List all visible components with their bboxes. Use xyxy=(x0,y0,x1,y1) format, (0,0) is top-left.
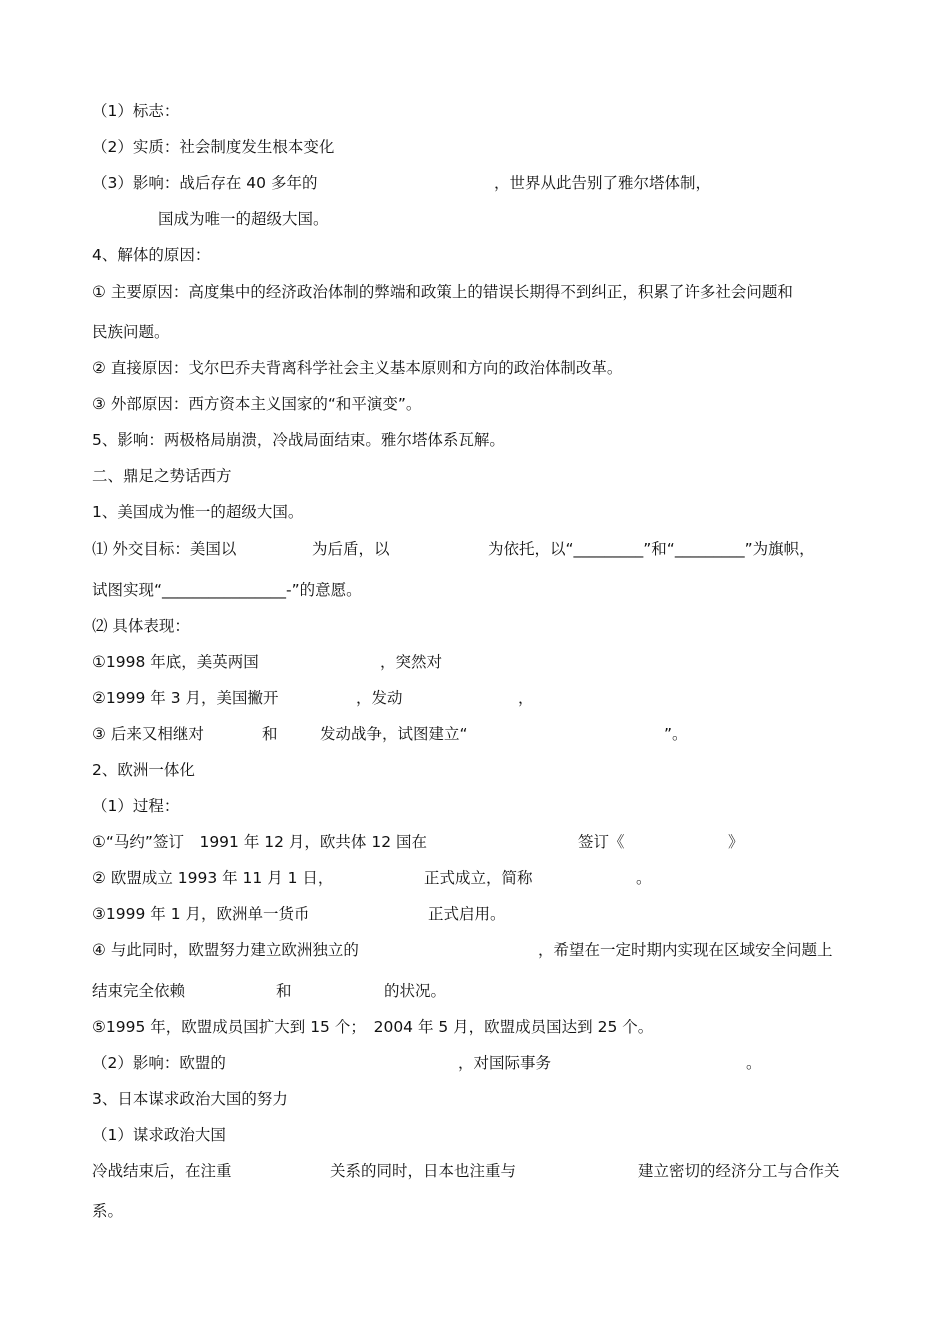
text-segment: 关系的同时，日本也注重与 xyxy=(330,1162,517,1180)
text-segment: 为后盾，以 xyxy=(312,540,390,558)
text-segment: 签订《 xyxy=(578,833,625,851)
text-segment: 。 xyxy=(746,1054,762,1072)
text-segment: ③1999 年 1 月，欧洲单一货币 xyxy=(92,905,310,923)
text-segment: 正式启用。 xyxy=(428,905,506,923)
text-segment: （3）影响：战后存在 40 多年的 xyxy=(92,174,318,192)
text-segment: （1）标志： xyxy=(92,102,180,120)
text-segment: 冷战结束后，在注重 xyxy=(92,1162,232,1180)
text-segment: ①1998 年底，美英两国 xyxy=(92,653,259,671)
text-segment: ① 主要原因：高度集中的经济政治体制的弊端和政策上的错误长期得不到纠正，积累了许多社会问题和 xyxy=(92,283,793,301)
text-segment: 5、影响：两极格局崩溃，冷战局面结束。雅尔塔体系瓦解。 xyxy=(92,431,505,449)
text-segment: ，希望在一定时期内实现在区域安全问题上 xyxy=(538,941,833,959)
text-segment: （1）谋求政治大国 xyxy=(92,1126,226,1144)
text-segment: ④ 与此同时，欧盟努力建立欧洲独立的 xyxy=(92,941,359,959)
text-segment: 建立密切的经济分工与合作关 xyxy=(638,1162,840,1180)
text-segment: ③ 后来又相继对 xyxy=(92,725,204,743)
text-segment: 二、鼎足之势话西方 xyxy=(92,467,232,485)
text-segment: ，突然对 xyxy=(380,653,443,671)
text-segment: 为依托，以“_________”和“_________”为旗帜， xyxy=(488,540,815,558)
text-segment: ③ 外部原因：西方资本主义国家的“和平演变”。 xyxy=(92,395,422,413)
text-segment: 。 xyxy=(636,869,652,887)
text-segment: ②1999 年 3 月，美国撇开 xyxy=(92,689,279,707)
text-segment: 系。 xyxy=(92,1202,124,1220)
text-segment: 1、美国成为惟一的超级大国。 xyxy=(92,503,304,521)
text-segment: ② 直接原因：戈尔巴乔夫背离科学社会主义基本原则和方向的政治体制改革。 xyxy=(92,359,623,377)
text-segment: 的状况。 xyxy=(384,982,447,1000)
text-segment: ①“马约”签订 1991 年 12 月，欧共体 12 国在 xyxy=(92,833,427,851)
text-segment: 2、欧洲一体化 xyxy=(92,761,195,779)
text-segment: ⑴ 外交目标：美国以 xyxy=(92,540,237,558)
text-segment: ，发动 xyxy=(356,689,403,707)
text-segment: （2）实质：社会制度发生根本变化 xyxy=(92,138,335,156)
text-segment: ⑤1995 年，欧盟成员国扩大到 15 个； 2004 年 5 月，欧盟成员国达到 25 个。 xyxy=(92,1018,654,1036)
text-segment: 民族问题。 xyxy=(92,323,170,341)
text-segment: ，对国际事务 xyxy=(458,1054,552,1072)
text-segment: ，世界从此告别了雅尔塔体制， xyxy=(494,174,712,192)
text-segment: 和 xyxy=(276,982,292,1000)
text-segment: 》 xyxy=(728,833,744,851)
text-segment: 3、日本谋求政治大国的努力 xyxy=(92,1090,288,1108)
text-segment: 正式成立，简称 xyxy=(424,869,533,887)
text-segment: ， xyxy=(518,689,534,707)
text-segment: ”。 xyxy=(664,725,688,743)
text-segment: ② 欧盟成立 1993 年 11 月 1 日， xyxy=(92,869,334,887)
text-segment: 国成为唯一的超级大国。 xyxy=(158,210,329,228)
text-segment: 试图实现“________________-”的意愿。 xyxy=(92,581,362,599)
text-segment: 发动战争，试图建立“ xyxy=(320,725,468,743)
text-segment: （1）过程： xyxy=(92,797,180,815)
text-segment: ⑵ 具体表现： xyxy=(92,617,190,635)
text-segment: 结束完全依赖 xyxy=(92,982,186,1000)
text-segment: （2）影响：欧盟的 xyxy=(92,1054,226,1072)
text-segment: 4、解体的原因： xyxy=(92,246,211,264)
text-segment: 和 xyxy=(262,725,278,743)
